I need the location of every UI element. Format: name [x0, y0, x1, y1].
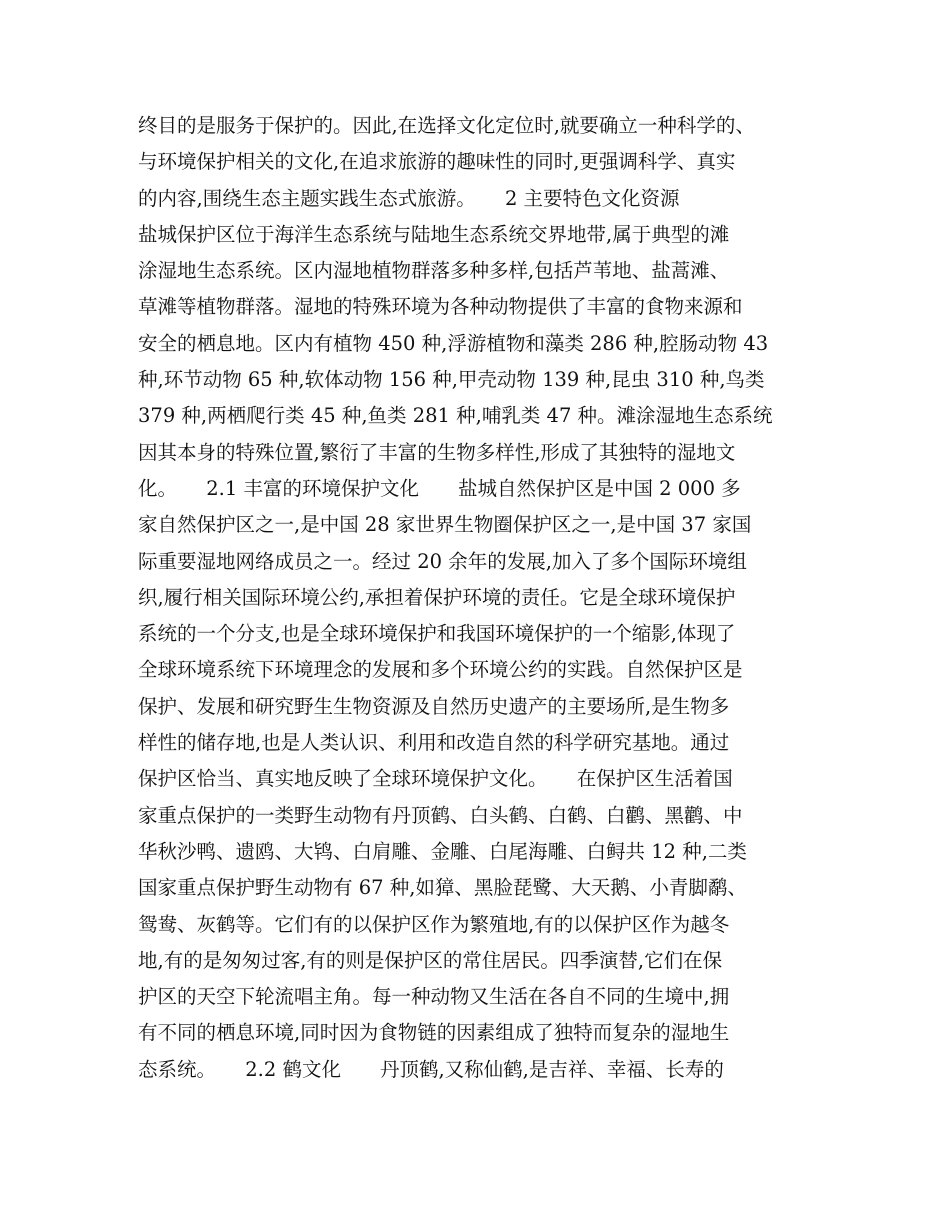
text-line: 全球环境系统下环境理念的发展和多个环境公约的实践。自然保护区是	[138, 658, 743, 682]
text-line: 华秋沙鸭、遗鸥、大鸨、白肩雕、金雕、白尾海雕、白鲟共 12 种,二类	[138, 839, 747, 863]
text-line: 系统的一个分支,也是全球环境保护和我国环境保护的一个缩影,体现了	[138, 622, 736, 646]
text-line: 鸳鸯、灰鹤等。它们有的以保护区作为繁殖地,有的以保护区作为越冬	[138, 912, 730, 936]
body-text	[138, 108, 818, 1088]
text-line: 涂湿地生态系统。区内湿地植物群落多种多样,包括芦苇地、盐蒿滩、	[138, 259, 730, 283]
text-line: 草滩等植物群落。湿地的特殊环境为各种动物提供了丰富的食物来源和	[138, 295, 743, 319]
text-line: 国家重点保护野生动物有 67 种,如獐、黑脸琵鹭、大天鹅、小青脚鹬、	[138, 876, 747, 900]
text-line: 安全的栖息地。区内有植物 450 种,浮游植物和藻类 286 种,腔肠动物 43	[138, 331, 769, 355]
text-line: 终目的是服务于保护的。因此,在选择文化定位时,就要确立一种科学的、	[138, 114, 755, 137]
text-line: 的内容,围绕生态主题实践生态式旅游。 2 主要特色文化资源	[138, 186, 680, 210]
text-line: 379 种,两栖爬行类 45 种,鱼类 281 种,哺乳类 47 种。滩涂湿地生态系统	[138, 404, 773, 428]
text-line: 地,有的是匆匆过客,有的则是保护区的常住居民。四季演替,它们在保	[138, 948, 723, 972]
text-line: 态系统。 2.2 鹤文化 丹顶鹤,又称仙鹤,是吉祥、幸福、长寿的	[138, 1057, 724, 1081]
text-line: 因其本身的特殊位置,繁衍了丰富的生物多样性,形成了其独特的湿地文	[138, 440, 736, 464]
text-line: 与环境保护相关的文化,在追求旅游的趣味性的同时,更强调科学、真实	[138, 150, 736, 174]
text-line: 有不同的栖息环境,同时因为食物链的因素组成了独特而复杂的湿地生	[138, 1021, 730, 1045]
text-line: 样性的储存地,也是人类认识、利用和改造自然的科学研究基地。通过	[138, 731, 730, 755]
text-line: 保护区恰当、真实地反映了全球环境保护文化。 在保护区生活着国	[138, 767, 733, 791]
text-line: 家重点保护的一类野生动物有丹顶鹤、白头鹤、白鹤、白鹳、黑鹳、中	[138, 803, 743, 827]
text-line: 盐城保护区位于海洋生态系统与陆地生态系统交界地带,属于典型的滩	[138, 222, 730, 246]
text-line: 际重要湿地网络成员之一。经过 20 余年的发展,加入了多个国际环境组	[138, 549, 747, 573]
text-line: 种,环节动物 65 种,软体动物 156 种,甲壳动物 139 种,昆虫 310 种,鸟类	[138, 368, 765, 392]
text-line: 家自然保护区之一,是中国 28 家世界生物圈保护区之一,是中国 37 家国	[138, 513, 752, 537]
text-line: 化。 2.1 丰富的环境保护文化 盐城自然保护区是中国 2 000 多	[138, 476, 741, 500]
text-line: 护区的天空下轮流唱主角。每一种动物又生活在各自不同的生境中,拥	[138, 985, 730, 1009]
text-line: 保护、发展和研究野生生物资源及自然历史遗产的主要场所,是生物多	[138, 694, 730, 718]
text-line: 织,履行相关国际环境公约,承担着保护环境的责任。它是全球环境保护	[138, 585, 736, 609]
